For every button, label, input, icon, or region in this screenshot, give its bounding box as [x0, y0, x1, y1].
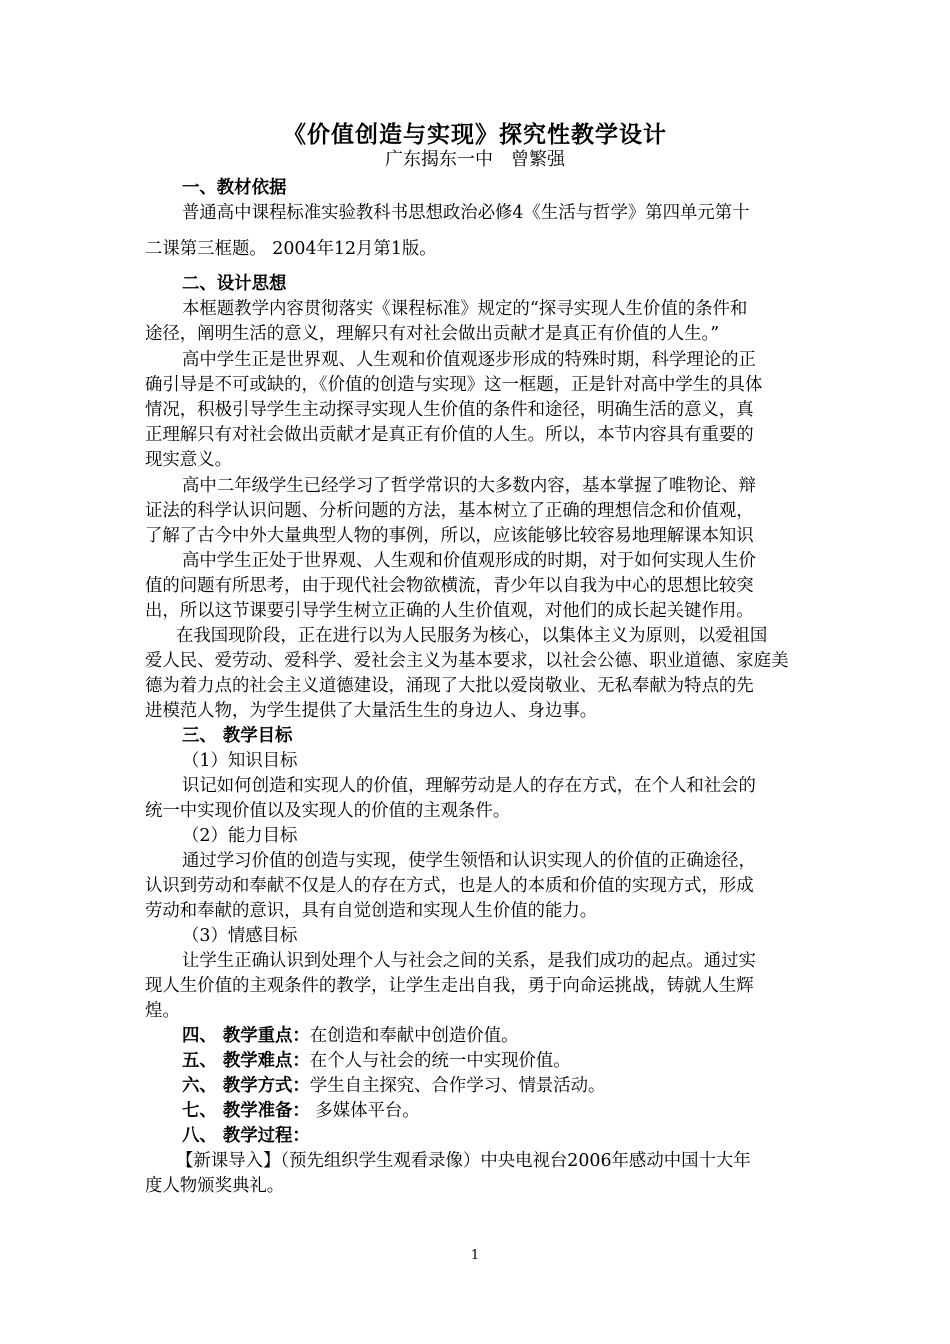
- paragraph-line: 让学生正确认识到处理个人与社会之间的关系，是我们成功的起点。通过实: [182, 951, 756, 971]
- paragraph-line: 二课第三框题。 2004年12月第1版。: [145, 239, 437, 259]
- subheading-knowledge: （1）知识目标: [182, 751, 298, 771]
- paragraph-line: 途径，阐明生活的意义，理解只有对社会做出贡献才是真正有价值的人生。”: [145, 324, 720, 344]
- paragraph-line: 认识到劳动和奉献不仅是人的存在方式，也是人的本质和价值的实现方式，形成: [145, 876, 754, 896]
- section-6: [182, 1074, 847, 1098]
- paragraph-line: 【新课导入】（预先组织学生观看录像）中央电视台2006年感动中国十大年: [176, 1151, 751, 1171]
- paragraph-line: 高中学生正是世界观、人生观和价值观逐步形成的特殊时期，科学理论的正: [182, 350, 756, 370]
- paragraph-line: 煌。: [145, 1001, 180, 1021]
- section-7: [182, 1099, 847, 1123]
- section-text: 学生自主探究、合作学习、情景活动。: [309, 1076, 606, 1096]
- paragraph-line: 现实意义。: [145, 450, 232, 470]
- subheading-ability: （2）能力目标: [182, 826, 298, 846]
- paragraph-line: 确引导是不可或缺的，《价值的创造与实现》这一框题，正是针对高中学生的具体: [145, 375, 763, 395]
- paragraph-line: 情况，积极引导学生主动探寻实现人生价值的条件和途径，明确生活的意义，真: [145, 400, 754, 420]
- section-heading-2: 二、设计思想: [182, 274, 287, 294]
- document-author: 广东揭东一中 曾繁强: [385, 149, 565, 170]
- paragraph-line: 高中二年级学生已经学习了哲学常识的大多数内容，基本掌握了唯物论、辩: [182, 476, 756, 496]
- paragraph-line: 高中学生正处于世界观、人生观和价值观形成的时期，对于如何实现人生价: [182, 551, 756, 571]
- section-heading-3: 三、 教学目标: [182, 726, 293, 746]
- paragraph-line: 正理解只有对社会做出贡献才是真正有价值的人生。所以，本节内容具有重要的: [145, 425, 754, 445]
- section-label: 五、 教学难点：: [182, 1051, 310, 1071]
- section-text: 多媒体平台。: [309, 1101, 420, 1121]
- section-text: 在创造和奉献中创造价值。: [309, 1026, 519, 1046]
- paragraph-line: 德为着力点的社会主义道德建设，涌现了大批以爱岗敬业、无私奉献为特点的先: [145, 676, 754, 696]
- paragraph-line: 证法的科学认识问题、分析问题的方法，基本树立了正确的理想信念和价值观，: [145, 501, 754, 521]
- paragraph-line: 爱人民、爱劳动、爱科学、爱社会主义为基本要求，以社会公德、职业道德、家庭美: [145, 651, 789, 671]
- section-label: 八、 教学过程：: [182, 1126, 310, 1146]
- paragraph-line: 度人物颁奖典礼。: [145, 1176, 285, 1196]
- paragraph-line: 通过学习价值的创造与实现，使学生领悟和认识实现人的价值的正确途径，: [182, 851, 756, 871]
- paragraph-line: 劳动和奉献的意识，具有自觉创造和实现人生价值的能力。: [145, 901, 598, 921]
- section-5: [182, 1049, 847, 1073]
- paragraph-line: 现人生价值的主观条件的教学，让学生走出自我，勇于向命运挑战，铸就人生辉: [145, 976, 754, 996]
- section-label: 七、 教学准备：: [182, 1101, 310, 1121]
- paragraph-line: 统一中实现价值以及实现人的价值的主观条件。: [145, 801, 511, 821]
- paragraph-line: 进模范人物，为学生提供了大量活生生的身边人、身边事。: [145, 701, 598, 721]
- paragraph-line: 了解了古今中外大量典型人物的事例，所以，应该能够比较容易地理解课本知识: [145, 526, 754, 546]
- section-4: [182, 1024, 847, 1048]
- page-number: 1: [470, 1248, 480, 1263]
- section-label: 四、 教学重点：: [182, 1026, 310, 1046]
- section-label: 六、 教学方式：: [182, 1076, 310, 1096]
- paragraph-line: 在我国现阶段，正在进行以为人民服务为核心，以集体主义为原则，以爱祖国: [176, 626, 768, 646]
- document-title: 《价值创造与实现》探究性教学设计: [283, 121, 667, 148]
- paragraph-line: 出，所以这节课要引导学生树立正确的人生价值观，对他们的成长起关键作用。: [145, 601, 754, 621]
- paragraph-line: 识记如何创造和实现人的价值，理解劳动是人的存在方式，在个人和社会的: [182, 776, 756, 796]
- paragraph-line: 本框题教学内容贯彻落实《课程标准》规定的“探寻实现人生价值的条件和: [182, 299, 748, 319]
- section-8: [182, 1124, 847, 1148]
- subheading-emotion: （3）情感目标: [182, 926, 298, 946]
- paragraph-line: 普通高中课程标准实验教科书思想政治必修4《生活与哲学》第四单元第十: [182, 203, 750, 223]
- paragraph-line: 值的问题有所思考，由于现代社会物欲横流，青少年以自我为中心的思想比较突: [145, 576, 754, 596]
- section-heading-1: 一、教材依据: [182, 178, 287, 198]
- section-text: 在个人与社会的统一中实现价值。: [309, 1051, 571, 1071]
